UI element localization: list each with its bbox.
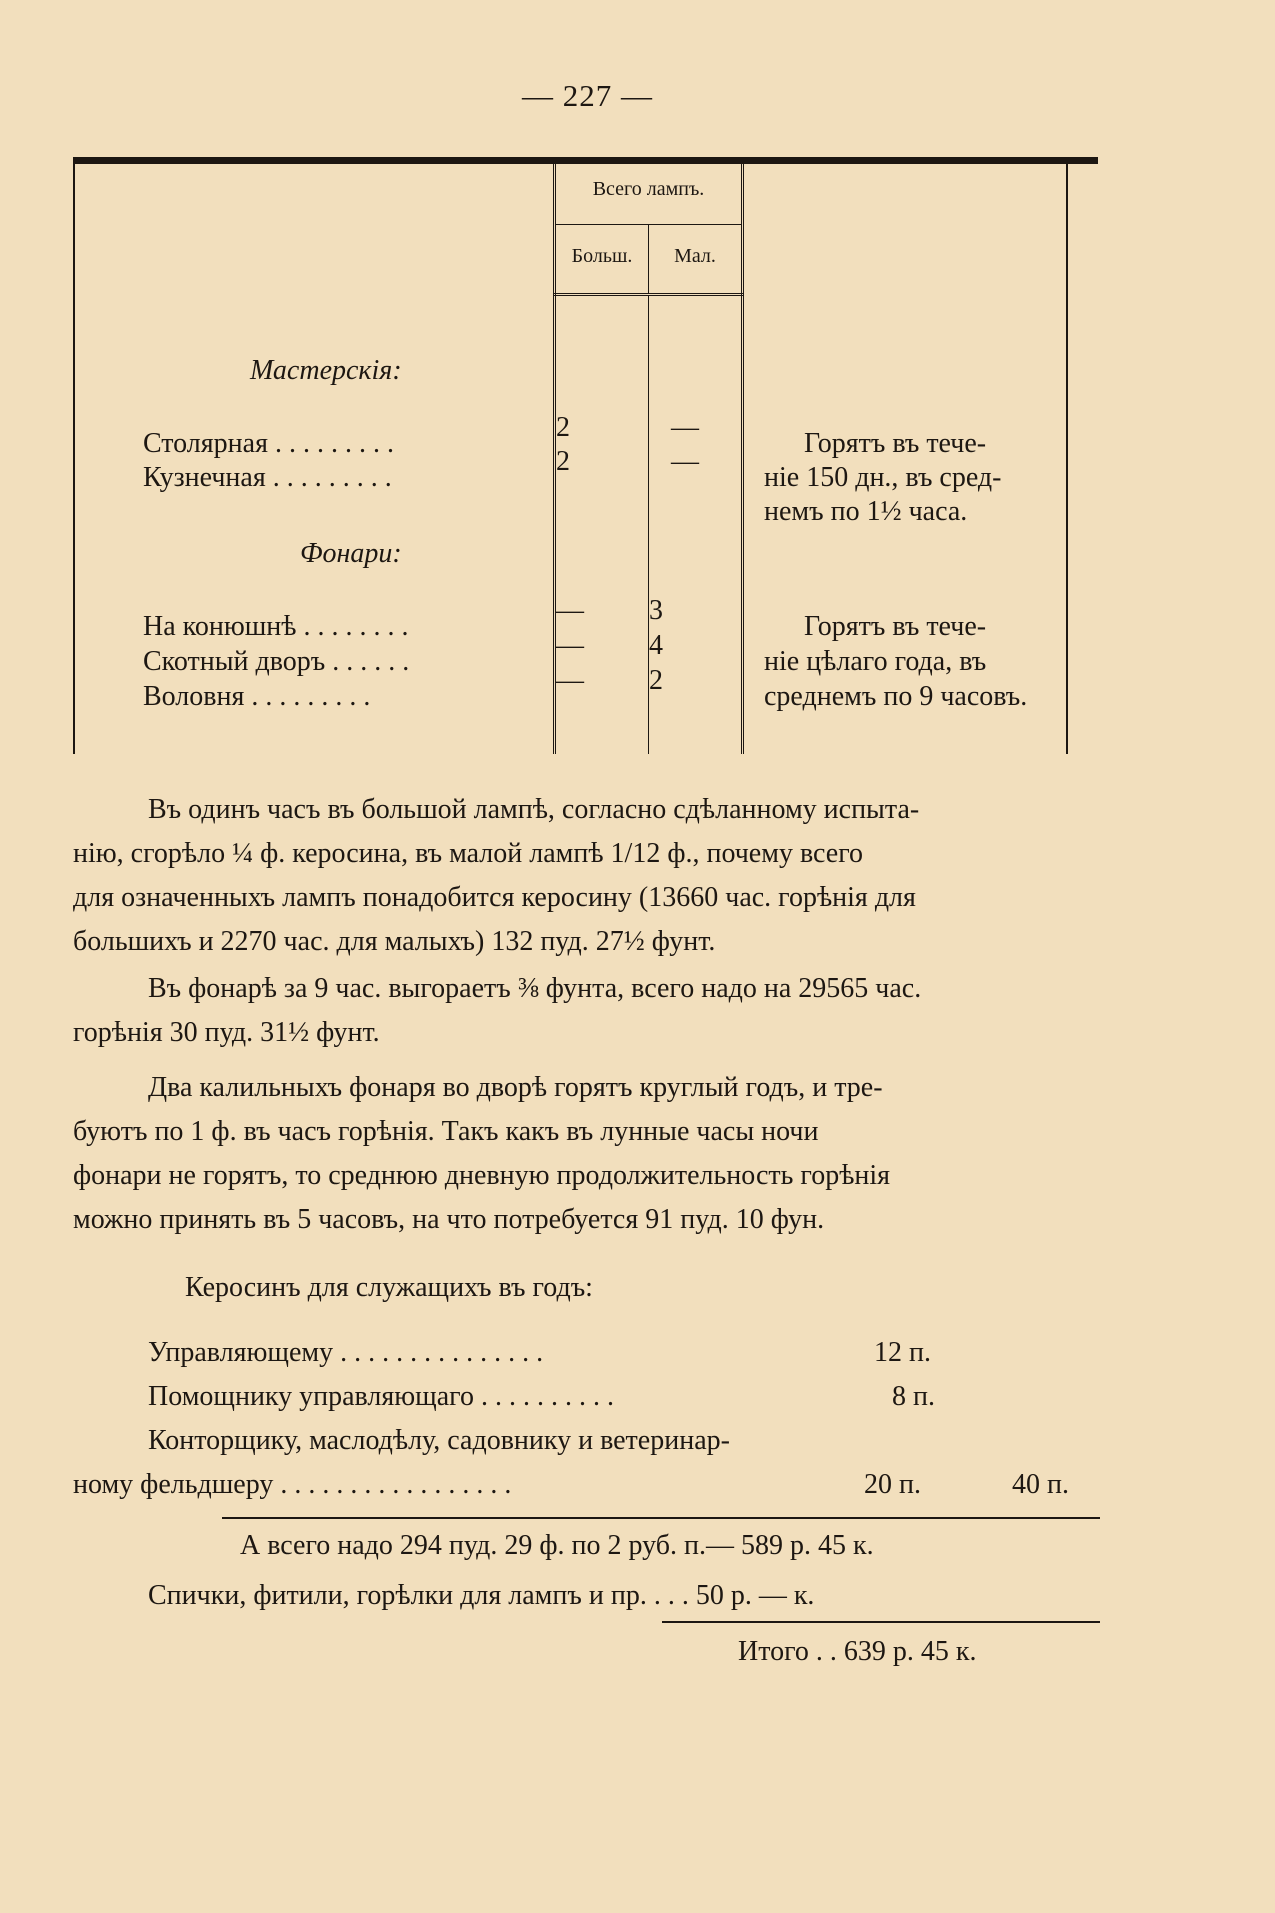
p3-line3: фонари не горятъ, то среднюю дневную продолжительность горѣнія <box>73 1160 891 1191</box>
staff-line1-value: 12 п. <box>874 1337 931 1368</box>
note2-line1: Горятъ въ тече- <box>804 611 987 642</box>
staff-heading: Керосинъ для служащихъ въ годъ: <box>185 1272 593 1303</box>
row-name-3: Скотный дворъ . . . . . . <box>143 646 410 677</box>
total-line2: Спички, фитили, горѣлки для лампъ и пр. . . . 50 р. — к. <box>148 1580 815 1611</box>
lamps-table <box>73 164 1098 754</box>
p1-line4: большихъ и 2270 час. для малыхъ) 132 пуд. 27½ фунт. <box>73 926 716 957</box>
header-small: Мал. <box>649 225 743 295</box>
row-name-2: На конюшнѣ . . . . . . . . <box>143 611 409 642</box>
table-top-rule <box>73 157 1098 164</box>
staff-line3-label: Конторщику, маслодѣлу, садовнику и ветеринар- <box>148 1425 730 1456</box>
staff-line4-value: 20 п. <box>864 1469 921 1500</box>
note1-line2: ніе 150 дн., въ сред- <box>764 462 1002 493</box>
p3-line4: можно принять въ 5 часовъ, на что потребуется 91 пуд. 10 фун. <box>73 1204 825 1235</box>
page-number: — 227 — <box>522 78 653 113</box>
row-name-1: Кузнечная . . . . . . . . . <box>143 462 392 493</box>
table-right-border <box>1067 164 1098 754</box>
staff-total: 40 п. <box>1012 1469 1069 1500</box>
row-small-3: 4 <box>649 629 663 661</box>
row-small-4: 2 <box>649 664 663 696</box>
row-big-0: 2 <box>556 411 570 443</box>
small-column <box>649 294 743 754</box>
header-big: Больш. <box>555 225 649 295</box>
p1-line1: Въ одинъ часъ въ большой лампѣ, согласно сдѣланному испыта- <box>148 794 920 825</box>
note2-line3: среднемъ по 9 часовъ. <box>764 681 1028 712</box>
row-small-2: 3 <box>649 594 663 626</box>
p1-line3: для означенныхъ лампъ понадобится керосину (13660 час. горѣнія для <box>73 882 916 913</box>
name-column <box>74 164 555 754</box>
section-workshops: Мастерскія: <box>250 355 402 386</box>
note2-line2: ніе цѣлаго года, въ <box>764 646 987 677</box>
staff-line2-value: 8 п. <box>892 1381 935 1412</box>
note1-line1: Горятъ въ тече- <box>804 428 987 459</box>
p2-line2: горѣнія 30 пуд. 31½ фунт. <box>73 1017 380 1048</box>
row-big-4: — <box>556 664 584 696</box>
row-big-2: — <box>556 594 584 626</box>
p2-line1: Въ фонарѣ за 9 час. выгораетъ ⅜ фунта, всего надо на 29565 час. <box>148 973 922 1004</box>
note-column <box>743 164 1068 754</box>
p3-line2: буютъ по 1 ф. въ часъ горѣнія. Такъ какъ въ лунные часы ночи <box>73 1116 819 1147</box>
itogo-line: Итого . . 639 р. 45 к. <box>738 1636 977 1667</box>
row-big-3: — <box>556 629 584 661</box>
section-lanterns: Фонари: <box>300 538 402 569</box>
row-small-1: — <box>671 445 699 477</box>
p1-line2: нію, сгорѣло ¼ ф. керосина, въ малой лампѣ 1/12 ф., почему всего <box>73 838 863 869</box>
staff-line2-label: Помощнику управляющаго . . . . . . . . . . <box>148 1381 614 1412</box>
staff-line4-label: ному фельдшеру . . . . . . . . . . . . . . . . . <box>73 1469 512 1500</box>
row-big-1: 2 <box>556 445 570 477</box>
totals-rule <box>222 1517 1100 1519</box>
row-small-0: — <box>671 411 699 443</box>
staff-line1-label: Управляющему . . . . . . . . . . . . . . . <box>148 1337 544 1368</box>
row-name-0: Столярная . . . . . . . . . <box>143 428 394 459</box>
header-total-lamps: Всего лампъ. <box>555 164 743 225</box>
row-name-4: Воловня . . . . . . . . . <box>143 681 371 712</box>
big-column <box>555 294 649 754</box>
itogo-rule <box>662 1621 1100 1623</box>
note1-line3: немъ по 1½ часа. <box>764 496 968 527</box>
p3-line1: Два калильныхъ фонаря во дворѣ горятъ круглый годъ, и тре- <box>148 1072 883 1103</box>
total-line1: А всего надо 294 пуд. 29 ф. по 2 руб. п.— 589 р. 45 к. <box>240 1530 874 1561</box>
